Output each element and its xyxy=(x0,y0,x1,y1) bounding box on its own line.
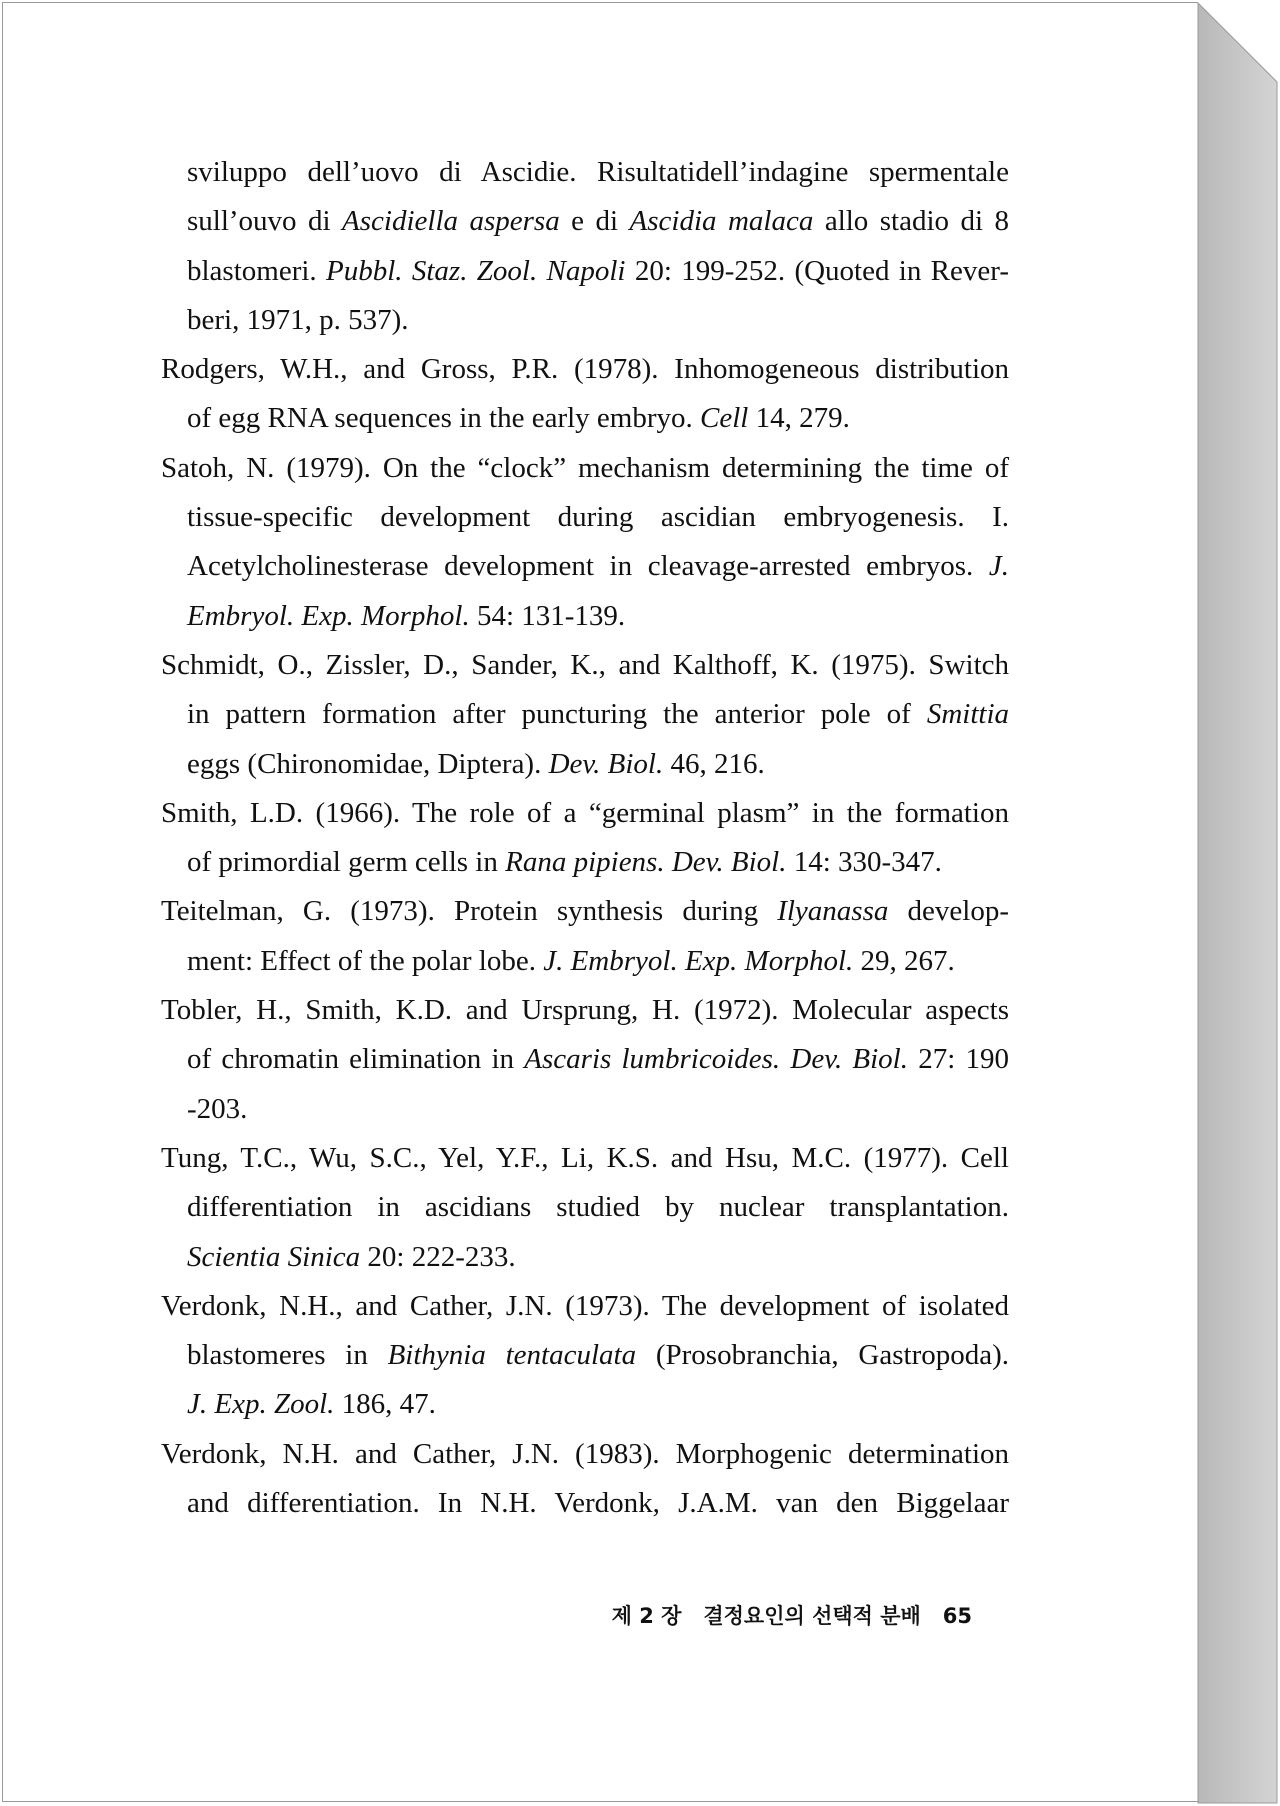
reference-line xyxy=(187,493,1009,542)
text: of primordial germ cells in xyxy=(187,846,506,879)
reference-line xyxy=(161,986,1009,1035)
reference-entry xyxy=(161,148,1009,345)
text: Teitelman, G. (1973). Protein synthesis during xyxy=(161,895,778,928)
text: 20: 222-233. xyxy=(360,1240,516,1273)
text: Verdonk, N.H., and Cather, J.N. (1973). The development of isolated xyxy=(161,1289,1009,1322)
italic-text: Ilyanassa xyxy=(777,895,889,928)
reference-line xyxy=(187,592,1009,641)
reference-line xyxy=(187,1331,1009,1380)
reference-line xyxy=(161,887,1009,936)
text: 54: 131-139. xyxy=(469,599,626,632)
reference-line xyxy=(187,394,1009,443)
italic-text: Bithynia tentaculata xyxy=(387,1339,637,1372)
text: ment: Effect of the polar lobe. xyxy=(187,944,544,977)
reference-line xyxy=(161,789,1009,838)
reference-line xyxy=(187,1479,1009,1528)
text: 186, 47. xyxy=(334,1388,436,1421)
text: 29, 267. xyxy=(853,944,955,977)
reference-line xyxy=(187,1183,1009,1232)
text: Verdonk, N.H. and Cather, J.N. (1983). Morphogenic determination xyxy=(161,1437,1009,1470)
reference-entry xyxy=(161,1282,1009,1430)
text: 20: 199-252. (Quoted in Rever- xyxy=(625,254,1010,287)
reference-line xyxy=(161,444,1009,493)
reference-line xyxy=(187,1233,1009,1282)
reference-line xyxy=(187,838,1009,887)
italic-text: Embryol. Exp. Morphol. xyxy=(187,599,470,632)
reference-line xyxy=(161,1430,1009,1479)
reference-line xyxy=(161,641,1009,690)
italic-text: Ascaris lumbricoides. Dev. Biol. xyxy=(524,1043,908,1076)
reference-line xyxy=(187,1380,1009,1429)
text: in pattern formation after puncturing the anterior pole of xyxy=(187,698,927,731)
text: (Prosobranchia, Gastropoda). xyxy=(636,1339,1010,1372)
reference-line xyxy=(161,1134,1009,1183)
text: develop- xyxy=(888,895,1009,928)
italic-text: J. Exp. Zool. xyxy=(187,1388,335,1421)
reference-entry xyxy=(161,789,1009,888)
italic-text: J. xyxy=(988,550,1009,583)
text: beri, 1971, p. 537). xyxy=(187,303,409,336)
reference-line xyxy=(187,740,1009,789)
text: Tung, T.C., Wu, S.C., Yel, Y.F., Li, K.S. and Hsu, M.C. (1977). Cell xyxy=(161,1141,1009,1174)
text: blastomeres in xyxy=(187,1339,388,1372)
page-number: 65 xyxy=(942,1604,972,1628)
reference-entry xyxy=(161,345,1009,444)
italic-text: Ascidiella aspersa xyxy=(342,205,560,238)
italic-text: Rana pipiens. Dev. Biol. xyxy=(505,846,787,879)
text: 14, 279. xyxy=(748,402,850,435)
text: Tobler, H., Smith, K.D. and Ursprung, H. (1972). Molecular aspects xyxy=(161,994,1009,1027)
text: -203. xyxy=(187,1092,248,1125)
text: sull’ouvo di xyxy=(187,205,343,238)
reference-line xyxy=(161,1282,1009,1331)
text: of chromatin elimination in xyxy=(187,1043,525,1076)
italic-text: Dev. Biol. xyxy=(548,747,664,780)
italic-text: Smittia xyxy=(926,698,1009,731)
text: 27: 190 xyxy=(908,1043,1010,1076)
italic-text: Scientia Sinica xyxy=(187,1240,361,1273)
reference-list xyxy=(161,148,1009,1528)
text: e di xyxy=(559,205,630,238)
reference-line xyxy=(161,345,1009,394)
text: 46, 216. xyxy=(663,747,765,780)
text: tissue-specific development during ascidian embryogenesis. I. xyxy=(187,501,1009,534)
reference-line xyxy=(187,690,1009,739)
text: Satoh, N. (1979). On the “clock” mechanism determining the time of xyxy=(161,451,1009,484)
reference-entry xyxy=(161,444,1009,641)
reference-line xyxy=(187,197,1009,246)
reference-line xyxy=(187,247,1009,296)
text: differentiation in ascidians studied by nuclear transplantation. xyxy=(187,1191,1009,1224)
text: sviluppo dell’uovo di Ascidie. Risultatidell’indagine spermentale xyxy=(187,156,1009,188)
reference-line xyxy=(187,542,1009,591)
text: Rodgers, W.H., and Gross, P.R. (1978). Inhomogeneous distribution xyxy=(161,353,1009,386)
italic-text: Pubbl. Staz. Zool. Napoli xyxy=(326,254,626,287)
text: Schmidt, O., Zissler, D., Sander, K., and Kalthoff, K. (1975). Switch xyxy=(161,648,1009,681)
text: eggs (Chironomidae, Diptera). xyxy=(187,747,549,780)
text: allo stadio di 8 xyxy=(813,205,1010,238)
text: Acetylcholinesterase development in cleavage-arrested embryos. xyxy=(187,550,989,583)
text: of egg RNA sequences in the early embryo. xyxy=(187,402,700,435)
reference-line xyxy=(187,148,1009,197)
text: blastomeri. xyxy=(187,254,326,287)
reference-entry xyxy=(161,1430,1009,1529)
reference-entry xyxy=(161,641,1009,789)
reference-line xyxy=(187,1035,1009,1084)
running-head: 제 2 장 결정요인의 선택적 분배 xyxy=(611,1604,921,1628)
reference-entry xyxy=(161,986,1009,1134)
reference-entry xyxy=(161,887,1009,986)
italic-text: Ascidia malaca xyxy=(629,205,814,238)
reference-line xyxy=(187,296,1009,345)
reference-line xyxy=(187,1085,1009,1134)
reference-line xyxy=(187,937,1009,986)
text: 14: 330-347. xyxy=(786,846,942,879)
italic-text: J. Embryol. Exp. Morphol. xyxy=(543,944,854,977)
text: and differentiation. In N.H. Verdonk, J.A.M. van den Biggelaar xyxy=(187,1487,1009,1520)
page-footer xyxy=(612,1600,972,1630)
reference-entry xyxy=(161,1134,1009,1282)
text: Smith, L.D. (1966). The role of a “germinal plasm” in the formation xyxy=(161,796,1009,829)
italic-text: Cell xyxy=(700,402,749,435)
